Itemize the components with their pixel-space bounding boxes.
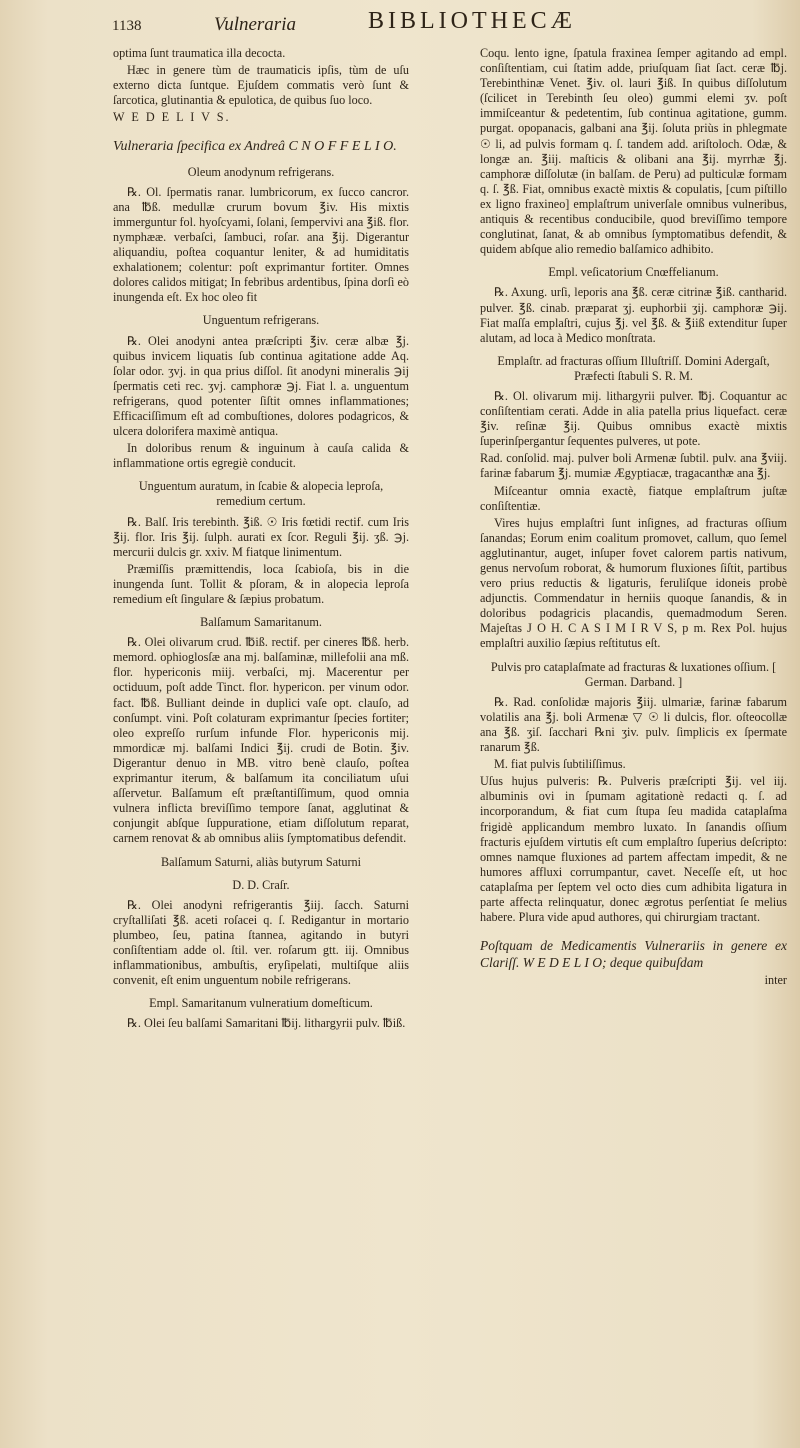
catchword: inter: [764, 973, 787, 988]
paragraph: ℞. Balſ. Iris terebinth. ℥iß. ☉ Iris fœtidi rectif. cum Iris ℥ij. flor. Iris ℥ij. ſulph. aurati ex ſcor. Reguli ℥ij. ʒß. ℈j. mercurii dulcis gr. xxiv. M fiatque linimentum.: [113, 514, 409, 559]
recipe-title: Emplaſtr. ad fracturas oſſium Illuſtriſſ. Domini Adergaſt, Præfecti ſtabuli S. R. M.: [497, 353, 770, 383]
right-column: [480, 46, 787, 990]
recipe-title: Unguentum auratum, in ſcabie & alopecia leproſa, remedium certum.: [138, 479, 384, 509]
paragraph: In doloribus renum & inguinum à cauſa calida & inflammatione ortis egregiè conducit.: [113, 441, 409, 471]
paragraph: ℞. Olei anodyni refrigerantis ℥iij. ſacch. Saturni cryſtalliſati ℥ß. aceti roſacei q. ſ. Redigantur in mortario plumbeo, ſeu, patina ſtannea, agitando in butyri conſiſtentiam adde ol. ſtil. ver. roſarum gtt. iij. Omnibus inflammationibus, ambuſtis, eryſipelati, multiſque aliis convenit, eſt enim unguentum nobile refrigerans.: [113, 897, 409, 988]
left-column: [113, 46, 409, 1033]
paragraph: ℞. Axung. urſi, leporis ana ℥ß. ceræ citrinæ ℥iß. cantharid. pulver. ℥ß. cinab. præparat ʒj. euphorbii ʒij. camphoræ ℈ij. Fiat maſſa emplaſtri, cujus ℥j. vel ℥ß. & ℥iiß extenditur ſuper alutam, ad loca à Medico monſtrata.: [480, 285, 787, 345]
paragraph: ℞. Olei ſeu balſami Samaritani ℔ij. lithargyrii pulv. ℔iß.: [127, 1016, 406, 1031]
paragraph: ℞. Ol. olivarum mij. lithargyrii pulver. ℔j. Coquantur ac conſiſtentiam cerati. Adde in alia patella prius liquefact. ceræ ℥iv. reſinæ ℥ij. Quibus omnibus exactè mixtis ſuperinſpergantur ſequentes pulveres, ut pote.: [480, 388, 787, 449]
running-head: Vulneraria: [214, 14, 296, 35]
paragraph: ℞. Olei olivarum crud. ℔iß. rectif. per cineres ℔ß. herb. memord. ophioglosſæ ana mj. balſaminæ, millefolii ana mß. flor. hypericonis miij. verbaſci, mj. Macerentur per octiduum, poſt adde Tinct. flor. hypericon. per vinum odor. fact. ℔ß. Bulliant deinde in duplici vaſe opt. clauſo, ad conſumpt. vini. Poſt colaturam exprimantur ſpecies fortiter; oleo expreſſo rurſum infunde Flor. hypericonis mij. mmordicæ mj. balſami Indici ℥ij. crudi de Botin. ℥iv. Digerantur denuo in MB. vitro benè clauſo, poſtea exprimantur iterum, & balſamum ita conciliatum uſui aſſervetur. Balſamum eſt præſtantiſſimum, quod omnia vulnera inflicta breviſſimo tempore ſanat, agglutinat & conjungit abſque ſuppuratione, etiam diſſolutum reparat, carnem renovat & ab omnibus aliis ſymptomatibus defendit.: [113, 635, 409, 846]
paragraph: Hæc in genere tùm de traumaticis ipſis, tùm de uſu externo dicta ſuntque. Ejuſdem commatis verò ſunt & ſarcotica, glutinantia & epulotica, de quibus ſuo loco.: [113, 63, 409, 108]
author-signature: W E D E L I V S.: [113, 110, 231, 125]
paragraph: Vires hujus emplaſtri ſunt inſignes, ad fracturas oſſium ſanandas; Eorum enim coalitum promovet, callum, quo ſemel agglutinantur, auget, inſuper fovet calorem partis nativum, genus nervoſum roborat, & humorum fluxiones ſiſtit, partibus vero prius reductis & ligaturis, feruliſque idoneis probè adjunctis. Commendatur in herniis quoque ſanandis, & in doloribus podagricis placandis, quemadmodum Seren. Majeſtas J O H. C A S I M I R V S, p m. Rex Pol. hujus emplaſtri auxilio ſæpius reſtitutus eſt.: [480, 515, 787, 651]
paragraph: Miſceantur omnia exactè, fiatque emplaſtrum juſtæ conſiſtentiæ.: [480, 483, 787, 513]
page-number: 1138: [112, 18, 142, 34]
recipe-title: Balſamum Samaritanum.: [200, 615, 322, 630]
recipe-title: Balſamum Saturni, aliàs butyrum Saturni: [160, 854, 362, 869]
closing-sentence: Poſtquam de Medicamentis Vulnerariis in genere ex Clariſſ. W E D E L I O; deque quibuſdam: [480, 938, 787, 971]
paragraph: Rad. conſolid. maj. pulver boli Armenæ ſubtil. pulv. ana ℥viij. farinæ fabarum ℥j. mumiæ Ægyptiacæ, tragacanthæ ana ℥j.: [480, 451, 787, 481]
paragraph: optima ſunt traumatica illa decocta.: [113, 46, 286, 60]
recipe-title: Oleum anodynum refrigerans.: [187, 164, 335, 179]
recipe-title: Pulvis pro cataplaſmate ad fracturas & luxationes oſſium. [ German. Darband. ]: [490, 659, 777, 689]
paragraph: ℞. Ol. ſpermatis ranar. lumbricorum, ex ſucco cancror. ana ℔ß. medullæ crurum bovum ℥iv. His mixtis immerguntur fol. hyoſcyami, ſolani, ſempervivi ana ℥iß. flor. nymphææ. verbaſci, ſambuci, roſar. ana ℥ij. Digerantur aliquandiu, poſtea coquantur leniter, & ad humiditatis exhalationem; colentur: poſt exprimantur fortiter. Omnes dolores calidos mitigat; In febribus ardentibus, ſpina dorſi eò inungenda eſt. Ex hoc oleo fit: [113, 184, 409, 305]
paragraph: Uſus hujus pulveris: ℞. Pulveris præſcripti ℥ij. vel iij. albuminis ovi in ſpumam agitationè redacti q. ſ. ad incorporandum, & fiat cum ſtupa ſeu madida cataplaſma frigidè applicandum membro luxato. In ſanandis oſſium fracturis ejuſdem virtutis eſt cum emplaſtro ſuperius deſcripto: omnes namque fluxiones ad partem affectam impedit, & ne humores affluxi corrumpantur, cavet. Neceſſe eſt, ut hoc cataplaſma per ſeptem vel octo dies cum adhibita ligatura in parte affecta relinquatur, donec ægrotus perſentiat ſe melius habere. Plura vide apud authores, qui chirurgiam tractant.: [480, 774, 787, 925]
recipe-title: Unguentum refrigerans.: [202, 313, 320, 328]
page-title: BIBLIOTHECÆ: [368, 8, 576, 34]
recipe-title: D. D. Craſr.: [232, 877, 290, 892]
page-header: [0, 0, 800, 44]
recipe-title: Empl. veſicatorium Cnœffelianum.: [548, 265, 719, 280]
recipe-title: Empl. Samaritanum vulneratium domeſticum.: [149, 996, 373, 1011]
paragraph: Præmiſſis præmittendis, loca ſcabioſa, bis in die inungenda ſunt. Tollit & pſoram, & in alopecia leproſa remedium eſt ſingulare & ſæpius probatum.: [113, 561, 409, 606]
paragraph: M. fiat pulvis ſubtiliſſimus.: [494, 757, 626, 772]
section-heading: Vulneraria ſpecifica ex Andreâ C N O F F E L I O.: [113, 139, 397, 155]
paragraph: ℞. Rad. conſolidæ majoris ℥iij. ulmariæ, farinæ fabarum volatilis ana ℥j. boli Armenæ ▽ ☉ li dulcis, flor. oſteocollæ ana ℥ß. ʒiſ. ſacchari ℞ni ʒiv. pulv. ſimplicis ex ſpermate ranarum ℥ß.: [480, 694, 787, 755]
paragraph: Coqu. lento igne, ſpatula fraxinea ſemper agitando ad empl. conſiſtentiam, cui ſtatim adde, priuſquam ſiat ſact. ceræ ℔j. Terebinthinæ Venet. ℥iv. ol. lauri ℥iß. In quibus diſſolutum (ſcilicet in Terebinth ſeu oleo) gummi elemi ʒv. poſt immiſceantur & pedetentim, ſub continua agitatione, gumm. purgat. opopanacis, galbani ana ℥ij. ſoluta priùs in phlegmate ☉ li, ad pulvis formam q. ſ. tandem add. ariſtoloch. Odæ, & longæ an. ℥iij. maſticis & olibani ana ℥ij. myrrhæ ℥j. camphoræ diſſolutæ (in balſam. de Peru) ad pulticulæ formam q. ſ. ℥ß. Fiat, omnibus exactè mixtis & copulatis, [cum piſtillo ex ligno fraxineo] emplaſtrum univerſale omnibus vulneribus, antiquis & recentibus conducibile, quod breviſſimo tempore conglutinat, ſanat, & ab omnibus ſymptomatibus defendit, & quidem abſque alio remedio balſamico adhibito.: [480, 46, 787, 257]
paragraph: ℞. Olei anodyni antea præſcripti ℥iv. ceræ albæ ℥j. quibus invicem liquatis ſub continua agitatione adde Aq. ſolar odor. ʒvj. in qua prius diſſol. ſit anodyni mineralis ℈ij ſpermatis ceti rec. ʒvj. camphoræ ℈j. Fiat l. a. unguentum refrigerans, quod potenter ſiſtit omnes inflammationes; Efficaciſſimum eſt ad combuſtiones, dolores podagricos, & ulcera dolorifera maximè antiqua.: [113, 333, 409, 439]
